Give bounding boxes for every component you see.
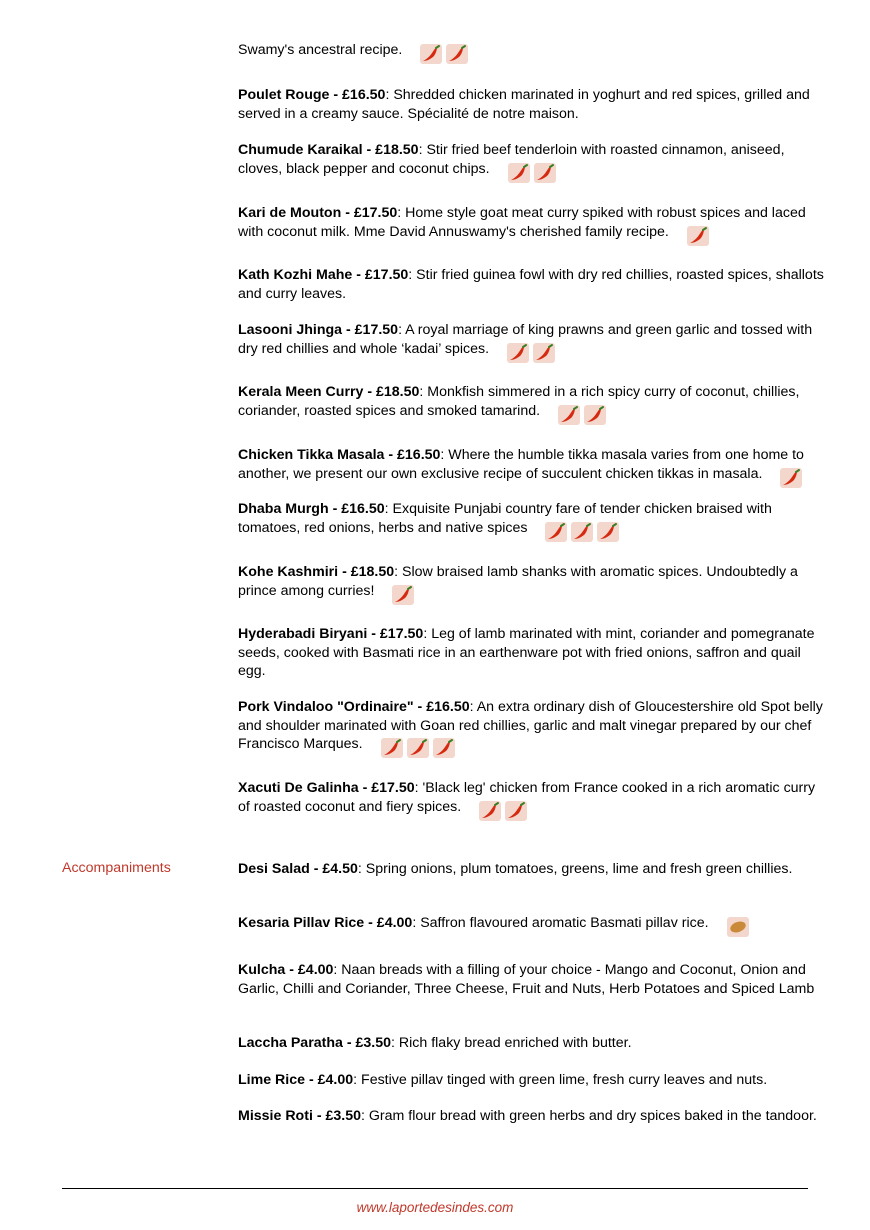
item-description: : Saffron flavoured aromatic Basmati pillav rice. [412, 915, 709, 931]
chilli-icon [507, 343, 529, 363]
item-description: : A royal marriage of king prawns and green garlic and tossed with dry red chillies and whole ‘kadai’ spices. [238, 322, 813, 357]
item-description: : Stir fried beef tenderloin with roasted cinnamon, aniseed, cloves, black pepper and coconut chips. [238, 142, 785, 177]
menu-item [238, 1071, 828, 1090]
chilli-icon [392, 585, 414, 605]
menu-item [238, 779, 828, 821]
spice-level [508, 163, 560, 183]
menu-item [238, 698, 828, 758]
menu-item [238, 1034, 828, 1053]
menu-item [238, 86, 828, 123]
chilli-icon [446, 44, 468, 64]
menu-item [238, 500, 828, 542]
item-name: Chumude Karaikal - £18.50 [238, 142, 419, 158]
chilli-icon [407, 738, 429, 758]
chilli-icon [558, 405, 580, 425]
item-name: Lime Rice - £4.00 [238, 1072, 354, 1088]
item-name: Laccha Paratha - £3.50 [238, 1035, 391, 1051]
item-description: : Exquisite Punjabi country fare of tender chicken braised with tomatoes, red onions, herbs and native spices [238, 501, 772, 536]
chilli-icon [479, 801, 501, 821]
allergen-level [727, 917, 753, 937]
spice-level [780, 468, 806, 488]
item-name: Kath Kozhi Mahe - £17.50 [238, 267, 409, 283]
menu-item [238, 860, 828, 879]
chilli-icon [597, 522, 619, 542]
item-name: Xacuti De Galinha - £17.50 [238, 780, 415, 796]
nut-icon [727, 917, 749, 937]
intro-line [238, 41, 828, 64]
footer-url[interactable]: www.laportedesindes.com [356, 1200, 514, 1215]
chilli-icon [780, 468, 802, 488]
intro-text: Swamy's ancestral recipe. [238, 42, 403, 58]
item-description: : 'Black leg' chicken from France cooked in a rich aromatic curry of roasted coconut and fiery spices. [238, 780, 816, 815]
menu-item [238, 914, 828, 937]
item-name: Pork Vindaloo "Ordinaire" - £16.50 [238, 699, 470, 715]
item-name: Desi Salad - £4.50 [238, 861, 358, 877]
chilli-icon [381, 738, 403, 758]
chilli-icon [505, 801, 527, 821]
item-name: Missie Roti - £3.50 [238, 1108, 362, 1124]
item-name: Kulcha - £4.00 [238, 962, 334, 978]
spice-level [545, 522, 623, 542]
item-description: : Rich flaky bread enriched with butter. [391, 1035, 632, 1051]
item-description: : An extra ordinary dish of Gloucestershire old Spot belly and shoulder marinated with Goan red chillies, garlic and malt vinegar prepared by our chef Francisco Marques. [238, 699, 823, 752]
item-description: : Home style goat meat curry spiked with robust spices and laced with coconut milk. Mme David Annuswamy's cherished family recipe. [238, 205, 806, 240]
menu-item [238, 446, 828, 488]
item-description: : Monkfish simmered in a rich spicy curry of coconut, chillies, coriander, roasted spices and smoked tamarind. [238, 384, 800, 419]
chilli-icon [571, 522, 593, 542]
item-description: : Gram flour bread with green herbs and dry spices baked in the tandoor. [361, 1108, 817, 1124]
item-description: : Leg of lamb marinated with mint, coriander and pomegranate seeds, cooked with Basmati rice in an earthenware pot with fried onions, saffron and quail egg. [238, 626, 815, 679]
item-name: Lasooni Jhinga - £17.50 [238, 322, 399, 338]
menu-item [238, 321, 828, 363]
chilli-icon [508, 163, 530, 183]
menu-item [238, 141, 828, 183]
spice-level [420, 44, 472, 64]
menu-item [238, 266, 828, 303]
chilli-icon [687, 226, 709, 246]
item-name: Kesaria Pillav Rice - £4.00 [238, 915, 413, 931]
item-name: Kari de Mouton - £17.50 [238, 205, 398, 221]
item-name: Hyderabadi Biryani - £17.50 [238, 626, 424, 642]
menu-item [238, 563, 828, 605]
item-description: : Naan breads with a filling of your choice - Mango and Coconut, Onion and Garlic, Chilli and Coriander, Three Cheese, Fruit and Nuts, Herb Potatoes and Spiced Lamb [238, 962, 815, 997]
item-name: Poulet Rouge - £16.50 [238, 87, 386, 103]
item-description: : Where the humble tikka masala varies from one home to another, we present our own exclusive recipe of succulent chicken tikkas in masala. [238, 447, 804, 482]
item-description: : Slow braised lamb shanks with aromatic spices. Undoubtedly a prince among curries! [238, 564, 798, 599]
item-name: Dhaba Murgh - £16.50 [238, 501, 385, 517]
item-name: Kerala Meen Curry - £18.50 [238, 384, 420, 400]
chilli-icon [545, 522, 567, 542]
spice-level [507, 343, 559, 363]
section-label-accompaniments: Accompaniments [62, 860, 171, 876]
menu-item [238, 625, 828, 681]
spice-level [558, 405, 610, 425]
item-name: Kohe Kashmiri - £18.50 [238, 564, 395, 580]
chilli-icon [584, 405, 606, 425]
spice-level [392, 585, 418, 605]
menu-item [238, 204, 828, 246]
chilli-icon [534, 163, 556, 183]
footer-divider [62, 1188, 808, 1189]
spice-level [479, 801, 531, 821]
chilli-icon [433, 738, 455, 758]
spice-level [381, 738, 459, 758]
menu-item [238, 961, 828, 998]
menu-item [238, 1107, 828, 1126]
item-description: : Festive pillav tinged with green lime, fresh curry leaves and nuts. [353, 1072, 768, 1088]
spice-level [687, 226, 713, 246]
chilli-icon [533, 343, 555, 363]
item-description: : Stir fried guinea fowl with dry red chillies, roasted spices, shallots and curry leaves. [238, 267, 824, 302]
item-name: Chicken Tikka Masala - £16.50 [238, 447, 441, 463]
item-description: : Shredded chicken marinated in yoghurt and red spices, grilled and served in a creamy sauce. Spécialité de notre maison. [238, 87, 810, 122]
item-description: : Spring onions, plum tomatoes, greens, lime and fresh green chillies. [357, 861, 793, 877]
chilli-icon [420, 44, 442, 64]
menu-item [238, 383, 828, 425]
